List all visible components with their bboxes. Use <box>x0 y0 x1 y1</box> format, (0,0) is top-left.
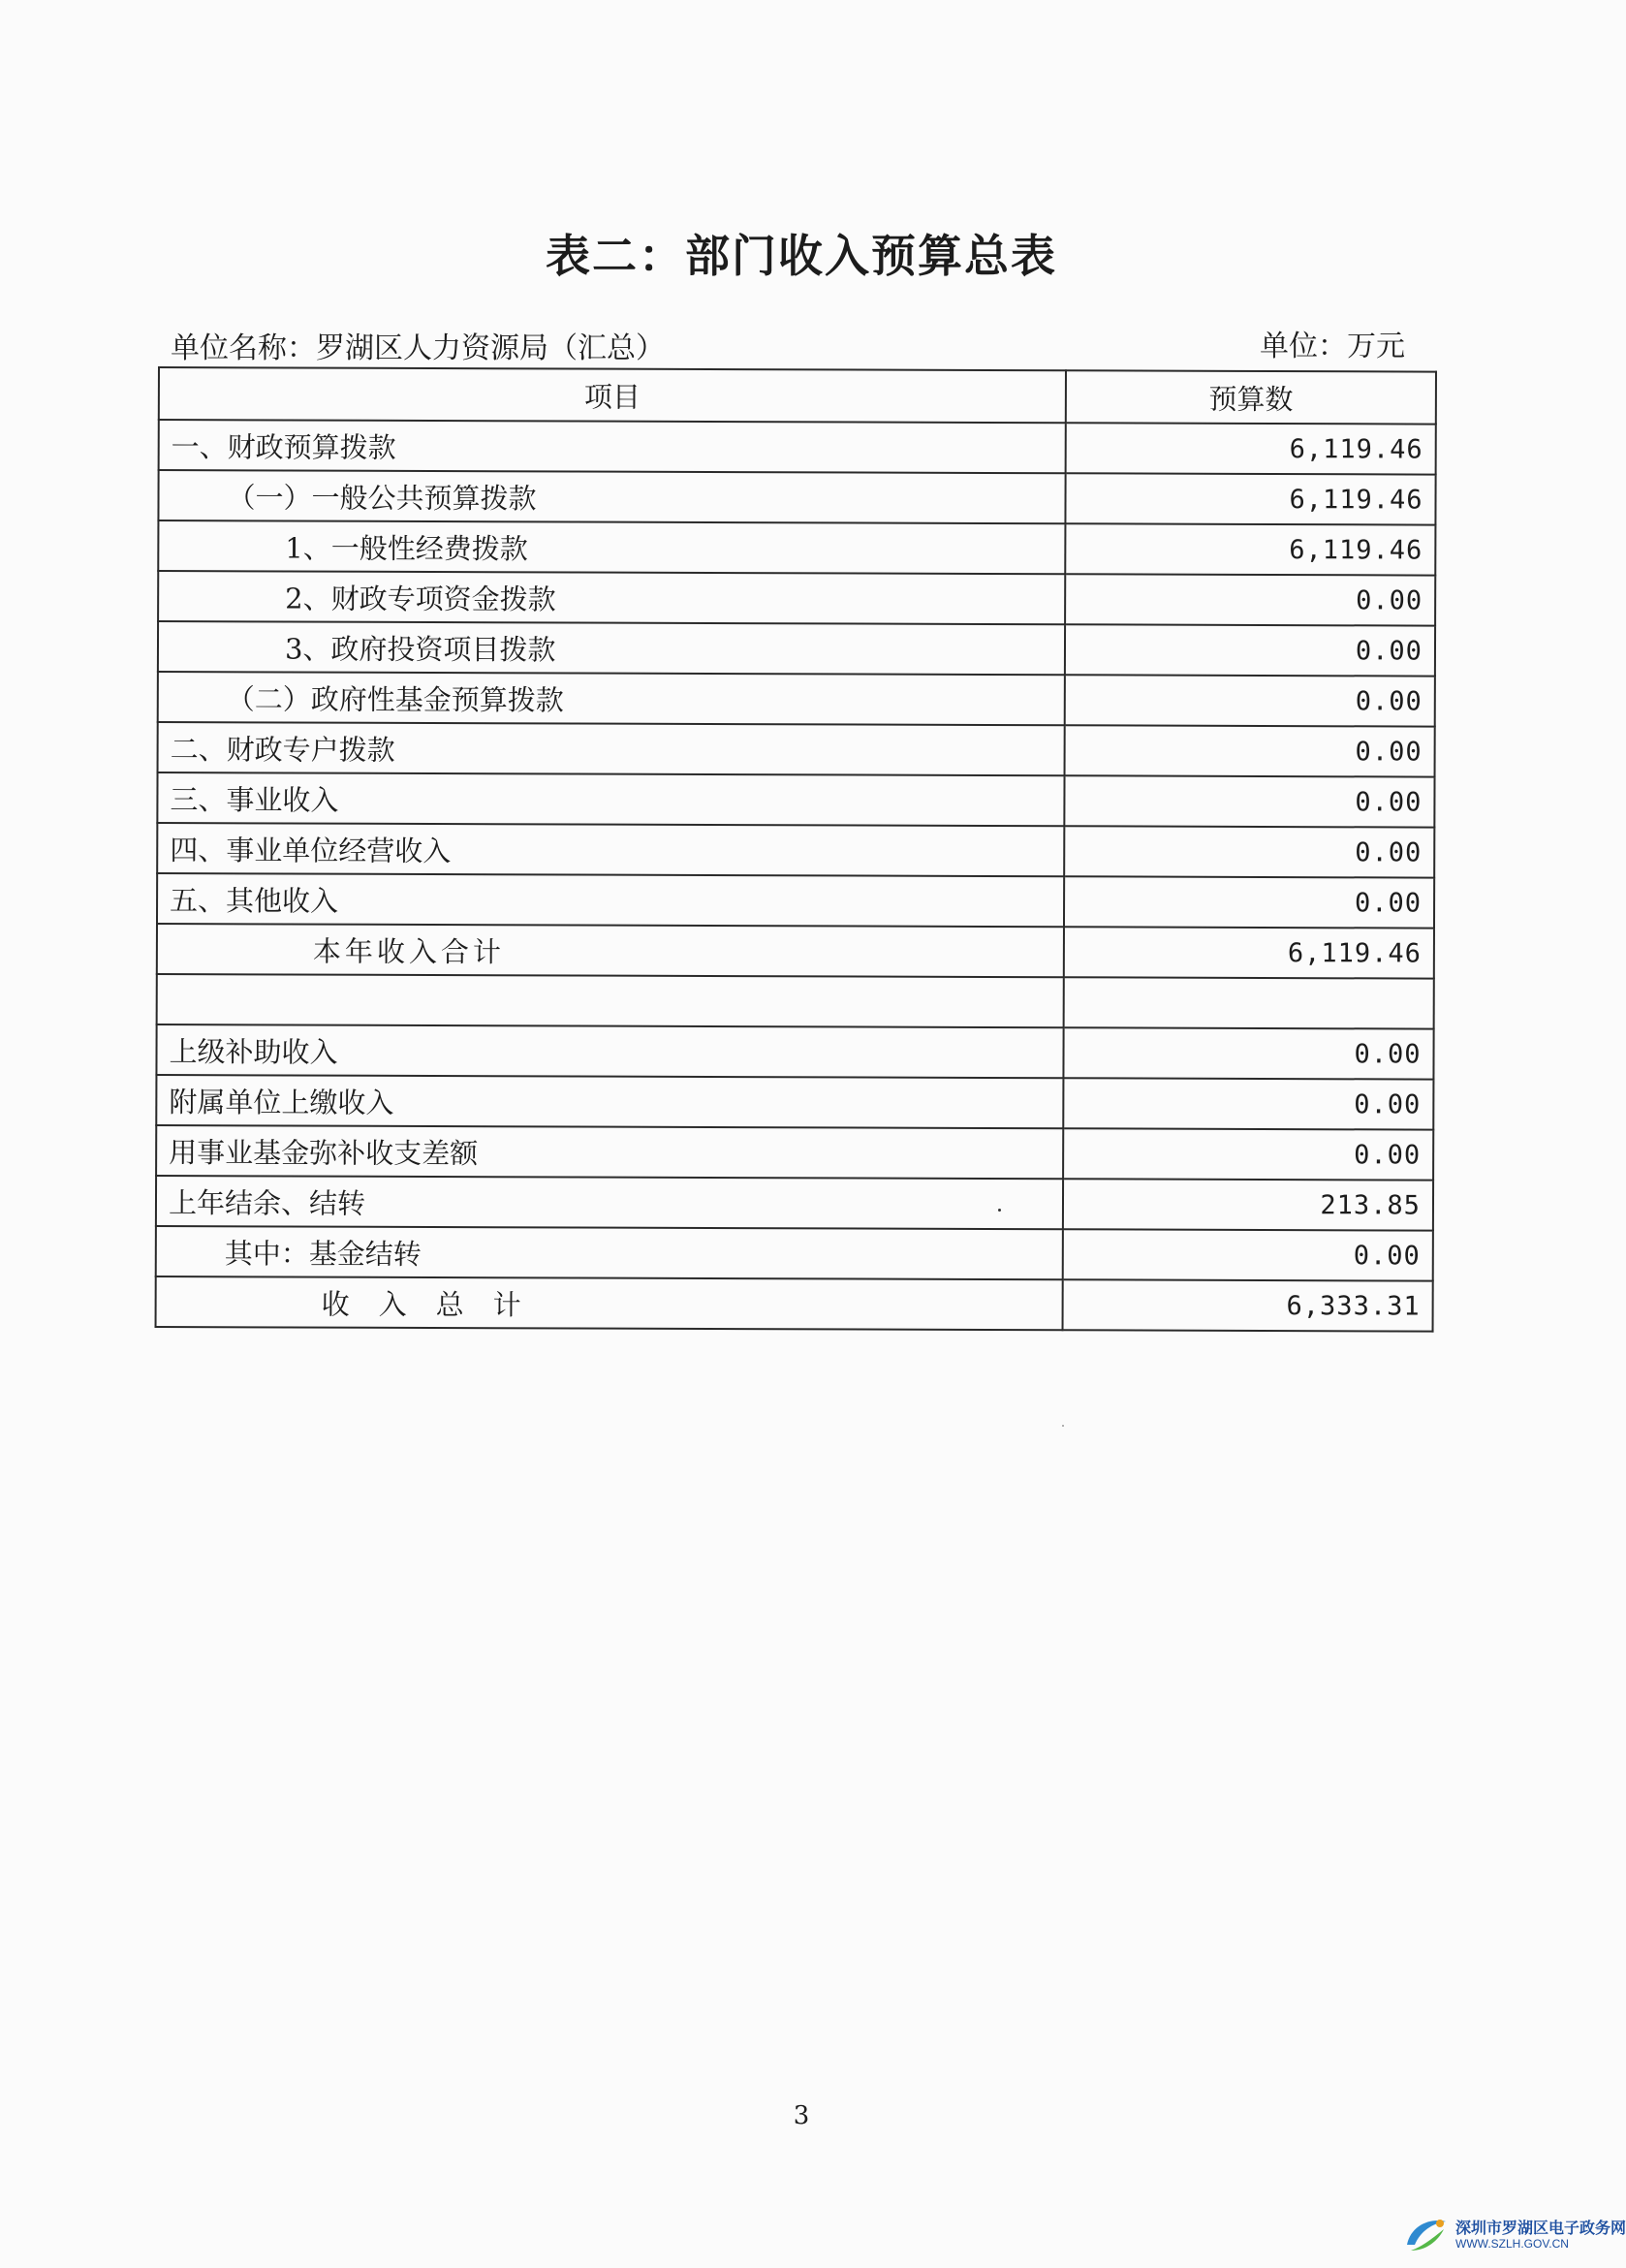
row-value <box>1064 977 1434 1028</box>
table-row <box>158 722 1435 777</box>
table-row-blank <box>157 974 1434 1029</box>
header-item: 项目 <box>159 367 1066 423</box>
row-value: 6,333.31 <box>1063 1279 1433 1331</box>
header-amount: 预算数 <box>1066 370 1436 424</box>
row-value: 0.00 <box>1063 1229 1433 1280</box>
row-label: 其中：基金结转 <box>156 1226 1063 1279</box>
row-label: （二）政府性基金预算拨款 <box>158 672 1065 725</box>
row-label: 上年结余、结转 <box>156 1176 1063 1229</box>
table-row <box>158 621 1435 677</box>
watermark-logo <box>1401 2212 1626 2264</box>
scan-speck <box>998 1209 1001 1212</box>
row-value: 6,119.46 <box>1064 927 1434 978</box>
row-value: 0.00 <box>1063 1078 1433 1129</box>
unit-label: 单位：万元 <box>1260 330 1405 363</box>
row-label: 四、事业单位经营收入 <box>157 823 1064 876</box>
table-row <box>158 571 1435 626</box>
row-value: 0.00 <box>1065 624 1435 676</box>
row-value: 0.00 <box>1065 675 1435 726</box>
unit-name: 单位名称：罗湖区人力资源局（汇总） <box>171 331 665 365</box>
row-label: 一、财政预算拨款 <box>159 420 1066 473</box>
table-row <box>158 520 1435 576</box>
row-label: （一）一般公共预算拨款 <box>158 470 1065 523</box>
row-label: 五、其他收入 <box>157 873 1064 927</box>
row-value: 0.00 <box>1065 574 1435 625</box>
row-label: 用事业基金弥补收支差额 <box>156 1125 1063 1179</box>
table-header-row <box>159 367 1436 425</box>
page-title: 表二：部门收入预算总表 <box>546 230 1057 282</box>
table-row <box>156 1024 1433 1080</box>
table-row-subtotal <box>157 924 1434 979</box>
table-row <box>157 873 1434 929</box>
row-value: 6,119.46 <box>1065 523 1435 575</box>
row-value: 0.00 <box>1064 876 1434 928</box>
table-row <box>158 672 1435 727</box>
table-row <box>157 823 1434 878</box>
row-value: 0.00 <box>1064 826 1434 877</box>
table-row <box>157 772 1434 828</box>
row-label <box>157 974 1064 1027</box>
watermark-emblem-icon <box>1401 2212 1452 2258</box>
row-label: 本年收入合计 <box>157 924 1064 977</box>
scan-speck <box>1062 1425 1064 1427</box>
watermark-text: 深圳市罗湖区电子政务网 <box>1455 2221 1626 2237</box>
table-row <box>156 1075 1433 1130</box>
row-value: 0.00 <box>1064 775 1434 827</box>
row-label: 2、财政专项资金拨款 <box>158 571 1065 624</box>
page-number: 3 <box>793 2101 810 2130</box>
row-label: 三、事业收入 <box>157 772 1064 826</box>
row-value: 0.00 <box>1065 725 1435 776</box>
table-row <box>159 420 1436 475</box>
table-row <box>158 470 1435 525</box>
row-label: 收入总计 <box>156 1276 1063 1330</box>
row-value: 0.00 <box>1063 1128 1433 1180</box>
row-value: 6,119.46 <box>1065 473 1435 524</box>
row-label: 附属单位上缴收入 <box>156 1075 1063 1128</box>
table-row <box>156 1125 1433 1181</box>
budget-table <box>155 366 1437 1333</box>
row-label: 1、一般性经费拨款 <box>158 520 1065 574</box>
row-label: 二、财政专户拨款 <box>158 722 1065 775</box>
table-row <box>156 1176 1433 1231</box>
row-label: 3、政府投资项目拨款 <box>158 621 1065 675</box>
row-label: 上级补助收入 <box>156 1024 1063 1078</box>
table-row <box>156 1226 1433 1281</box>
row-value: 6,119.46 <box>1066 423 1436 474</box>
watermark-url: WWW.SZLH.GOV.CN <box>1455 2237 1569 2251</box>
table-row-grand-total <box>156 1276 1433 1332</box>
row-value: 0.00 <box>1063 1027 1433 1079</box>
row-value: 213.85 <box>1063 1179 1433 1230</box>
